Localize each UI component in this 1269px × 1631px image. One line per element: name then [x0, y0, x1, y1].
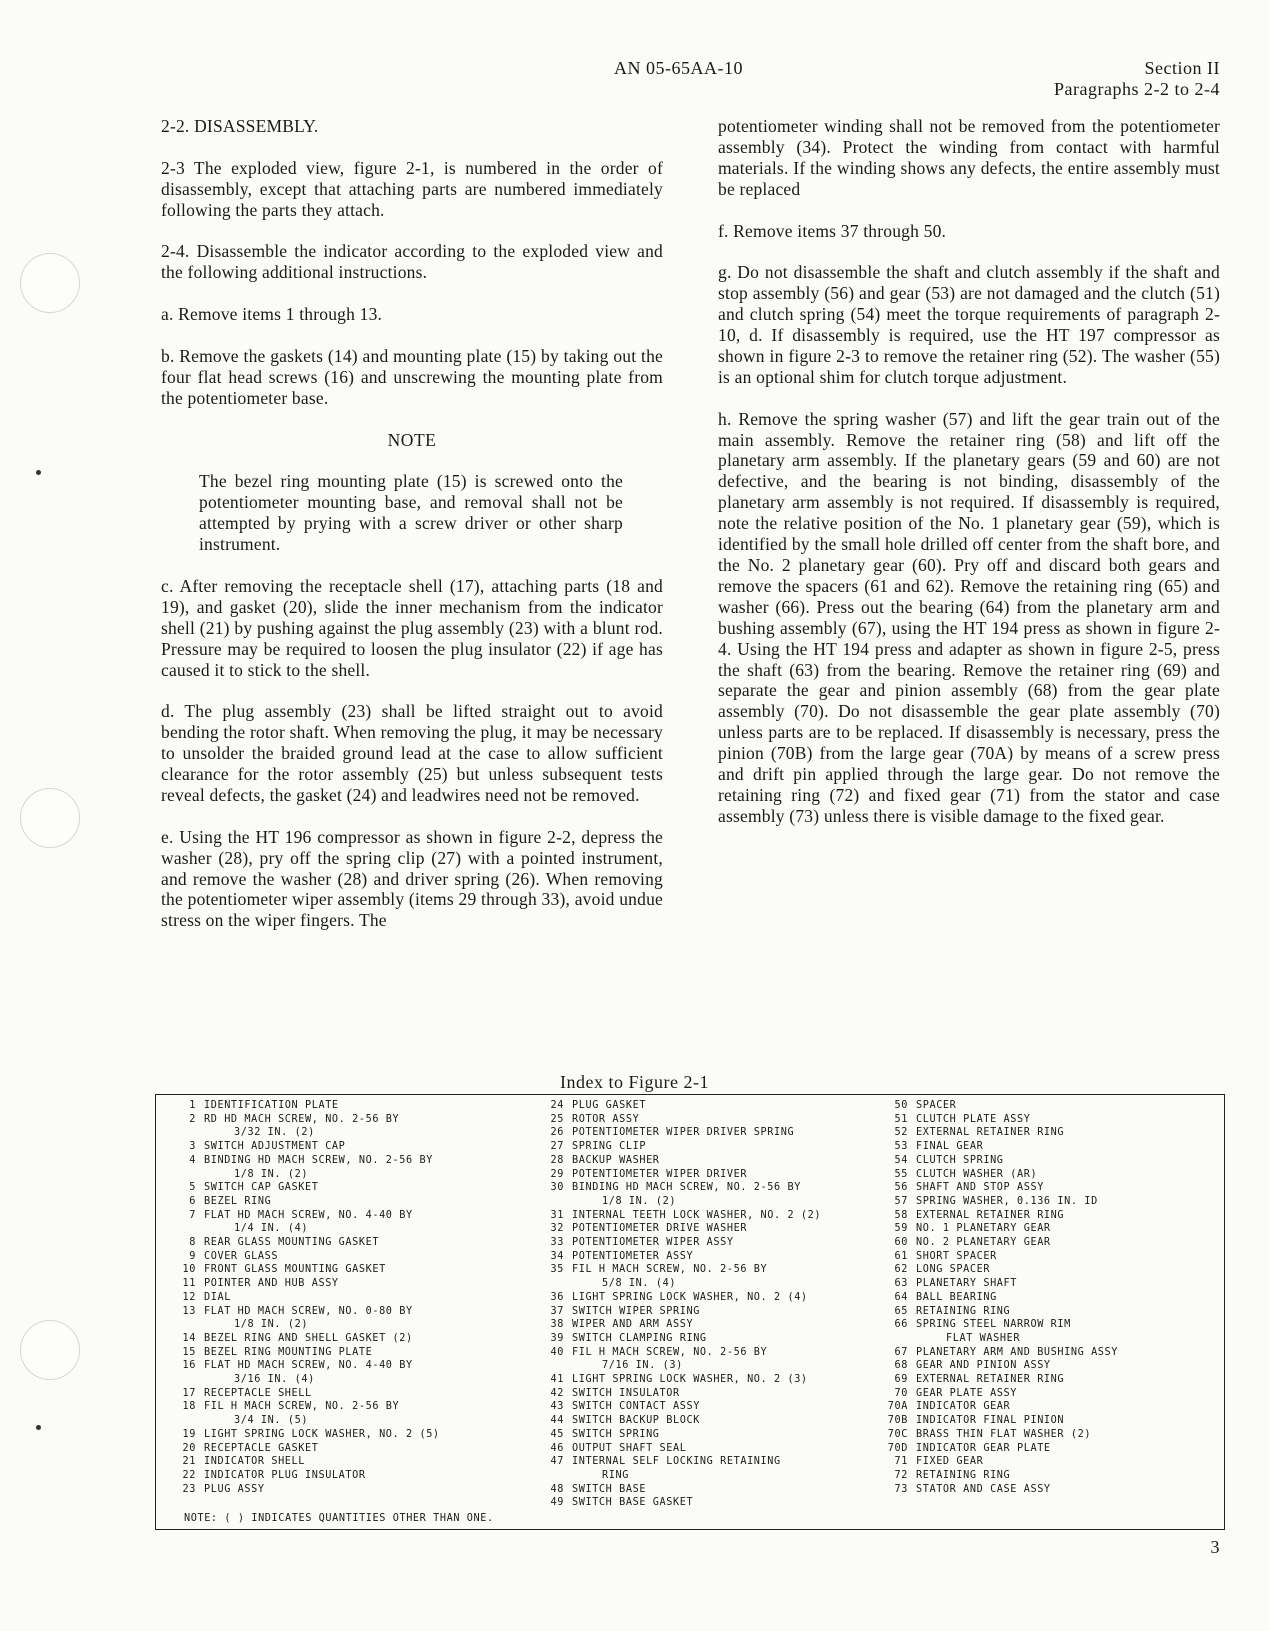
- index-row: [158, 1181, 440, 1195]
- index-row: [158, 1414, 440, 1428]
- index-row: [526, 1140, 821, 1154]
- index-row: [526, 1359, 821, 1373]
- index-item-text: FLAT WASHER: [946, 1332, 1021, 1344]
- index-item-number: 29: [550, 1168, 564, 1180]
- index-row: [526, 1126, 821, 1140]
- index-item-text: 1/8 IN. (2): [234, 1319, 309, 1331]
- index-row: [158, 1140, 440, 1154]
- index-row: [158, 1359, 440, 1373]
- index-row: [158, 1291, 440, 1305]
- index-item-number: 58: [894, 1209, 908, 1221]
- index-item-text: COVER GLASS: [204, 1250, 279, 1262]
- index-item-number: 17: [182, 1387, 196, 1399]
- index-row: [158, 1305, 440, 1319]
- index-row: [870, 1455, 1118, 1469]
- index-item-number: 41: [550, 1374, 564, 1386]
- index-item-number: 39: [550, 1332, 564, 1344]
- index-item-number: [870, 1332, 916, 1346]
- index-item-text: OUTPUT SHAFT SEAL: [572, 1442, 687, 1454]
- index-item-text: POTENTIOMETER ASSY: [572, 1250, 694, 1262]
- note-title: NOTE: [387, 429, 437, 450]
- index-item-number: 50: [894, 1100, 908, 1111]
- index-column-2: [526, 1099, 821, 1510]
- index-item-number: 16: [182, 1360, 196, 1372]
- index-item-text: NO. 1 PLANETARY GEAR: [916, 1223, 1051, 1235]
- index-item-text: LIGHT SPRING LOCK WASHER, NO. 2 (4): [572, 1291, 808, 1303]
- index-row: [158, 1222, 440, 1236]
- index-item-text: 1/4 IN. (4): [234, 1223, 309, 1235]
- index-item-text: PLUG GASKET: [572, 1100, 647, 1111]
- index-item-text: EXTERNAL RETAINER RING: [916, 1374, 1065, 1386]
- index-item-text: SWITCH BASE: [572, 1483, 647, 1495]
- index-item-number: 7: [189, 1209, 196, 1221]
- index-item-text: INTERNAL TEETH LOCK WASHER, NO. 2 (2): [572, 1209, 822, 1221]
- index-row: [870, 1140, 1118, 1154]
- index-row: [158, 1332, 440, 1346]
- paragraph-2-3: 2-3 The exploded view, figure 2-1, is numbered in the order of disassembly, except that attaching parts are numbered immediately following the parts they attach.: [161, 157, 663, 220]
- index-item-number: 47: [550, 1456, 564, 1468]
- index-item-number: 33: [550, 1237, 564, 1249]
- index-item-text: RETAINING RING: [916, 1469, 1011, 1481]
- index-item-number: 27: [550, 1141, 564, 1153]
- index-row: [526, 1113, 821, 1127]
- index-item-text: FIL H MACH SCREW, NO. 2-56 BY: [572, 1346, 768, 1358]
- index-item-text: GEAR AND PINION ASSY: [916, 1360, 1051, 1372]
- index-item-number: 71: [894, 1456, 908, 1468]
- index-item-number: 26: [550, 1127, 564, 1139]
- index-item-text: 1/8 IN. (2): [234, 1168, 309, 1180]
- index-item-text: PLANETARY ARM AND BUSHING ASSY: [916, 1346, 1119, 1358]
- index-row: [158, 1195, 440, 1209]
- step-a: a. Remove items 1 through 13.: [161, 304, 383, 325]
- margin-mark: [36, 470, 41, 475]
- index-item-text: INTERNAL SELF LOCKING RETAINING: [572, 1456, 781, 1468]
- index-item-text: NO. 2 PLANETARY GEAR: [916, 1237, 1051, 1249]
- index-row: [526, 1250, 821, 1264]
- index-item-number: 5: [189, 1182, 196, 1194]
- index-item-number: 55: [894, 1168, 908, 1180]
- index-row: [158, 1099, 440, 1113]
- index-item-number: 52: [894, 1127, 908, 1139]
- index-row: [870, 1250, 1118, 1264]
- index-row: [158, 1373, 440, 1387]
- index-item-text: SWITCH CLAMPING RING: [572, 1332, 707, 1344]
- index-item-number: 24: [550, 1100, 564, 1111]
- index-item-text: SPRING CLIP: [572, 1141, 647, 1153]
- index-row: [526, 1496, 821, 1510]
- index-item-text: FLAT HD MACH SCREW, NO. 0-80 BY: [204, 1305, 413, 1317]
- index-item-text: 5/8 IN. (4): [602, 1278, 677, 1290]
- index-row: [526, 1332, 821, 1346]
- binder-hole-top: [20, 253, 80, 313]
- step-b: b. Remove the gaskets (14) and mounting plate (15) by taking out the four flat head screws (16) and unscrewing the mounting plate from the potentiometer base.: [161, 345, 663, 408]
- index-item-number: 62: [894, 1264, 908, 1276]
- index-item-number: 2: [189, 1113, 196, 1125]
- index-item-text: DIAL: [204, 1291, 231, 1303]
- index-item-text: RING: [602, 1469, 629, 1481]
- index-row: [870, 1181, 1118, 1195]
- step-g: g. Do not disassemble the shaft and clutch assembly if the shaft and stop assembly (56) and gear (53) are not damaged and the clutch (51) and clutch spring (54) meet the torque requirements of paragraph 2-10, d. If disassembly is required, use the HT 197 compressor as shown in figure 2-3 to remove the retainer ring (52). The washer (55) is an optional shim for clutch torque adjustment.: [718, 262, 1220, 387]
- index-row: [870, 1442, 1118, 1456]
- index-item-text: INDICATOR FINAL PINION: [916, 1415, 1065, 1427]
- index-item-number: 70B: [887, 1415, 908, 1427]
- index-row: [158, 1318, 440, 1332]
- index-item-number: 1: [189, 1100, 196, 1111]
- step-e: e. Using the HT 196 compressor as shown in figure 2-2, depress the washer (28), pry off the spring clip (27) with a pointed instrument, and remove the washer (28) and driver spring (26). When removing the potentiometer wiper assembly (items 29 through 33), avoid undue stress on the wiper fingers. The: [161, 826, 663, 931]
- index-item-number: 38: [550, 1319, 564, 1331]
- index-row: [526, 1291, 821, 1305]
- index-item-text: INDICATOR GEAR: [916, 1401, 1011, 1413]
- index-item-number: 4: [189, 1154, 196, 1166]
- index-item-number: 70: [894, 1387, 908, 1399]
- index-item-number: [526, 1195, 572, 1209]
- index-item-number: [158, 1126, 204, 1140]
- index-row: [870, 1359, 1118, 1373]
- step-f: f. Remove items 37 through 50.: [718, 220, 947, 241]
- index-item-text: FINAL GEAR: [916, 1141, 984, 1153]
- step-d: d. The plug assembly (23) shall be lifted straight out to avoid bending the rotor shaft. When removing the plug, it may be necessary to unsolder the braided ground lead at the case to allow sufficient clearance for the rotor assembly (25) but unless subsequent tests reveal defects, the gasket (24) and leadwires need not be removed.: [161, 701, 663, 805]
- index-item-number: 61: [894, 1250, 908, 1262]
- index-item-text: POTENTIOMETER WIPER DRIVER: [572, 1168, 748, 1180]
- index-item-number: [158, 1318, 204, 1332]
- index-row: [870, 1400, 1118, 1414]
- index-row: [158, 1126, 440, 1140]
- index-row: [158, 1442, 440, 1456]
- index-item-number: [158, 1222, 204, 1236]
- index-item-number: [158, 1373, 204, 1387]
- index-row: [158, 1277, 440, 1291]
- index-item-number: 31: [550, 1209, 564, 1221]
- index-item-text: STATOR AND CASE ASSY: [916, 1483, 1051, 1495]
- index-item-number: 45: [550, 1428, 564, 1440]
- note-body: The bezel ring mounting plate (15) is screwed onto the potentiometer mounting base, and removal shall not be attempted by prying with a screw driver or other sharp instrument.: [199, 471, 623, 555]
- index-row: [526, 1414, 821, 1428]
- index-item-number: 54: [894, 1154, 908, 1166]
- index-column-1: [158, 1099, 440, 1496]
- margin-mark: [36, 1425, 41, 1430]
- index-item-number: 63: [894, 1278, 908, 1290]
- index-item-text: BRASS THIN FLAT WASHER (2): [916, 1428, 1092, 1440]
- index-item-text: SPRING WASHER, 0.136 IN. ID: [916, 1195, 1098, 1207]
- index-item-text: BEZEL RING MOUNTING PLATE: [204, 1346, 373, 1358]
- index-item-number: 37: [550, 1305, 564, 1317]
- index-item-number: [158, 1168, 204, 1182]
- index-row: [526, 1442, 821, 1456]
- index-item-text: PLANETARY SHAFT: [916, 1278, 1018, 1290]
- index-row: [526, 1195, 821, 1209]
- index-item-number: 20: [182, 1442, 196, 1454]
- index-row: [526, 1181, 821, 1195]
- index-row: [870, 1126, 1118, 1140]
- index-item-number: 6: [189, 1195, 196, 1207]
- index-title: Index to Figure 2-1: [560, 1072, 709, 1092]
- index-row: [870, 1428, 1118, 1442]
- index-item-text: WIPER AND ARM ASSY: [572, 1319, 694, 1331]
- index-item-number: 65: [894, 1305, 908, 1317]
- index-item-text: SWITCH CONTACT ASSY: [572, 1401, 700, 1413]
- binder-hole-bottom: [20, 1320, 80, 1380]
- index-item-number: 23: [182, 1483, 196, 1495]
- index-item-number: 42: [550, 1387, 564, 1399]
- binder-hole-middle: [20, 788, 80, 848]
- index-item-text: SWITCH BACKUP BLOCK: [572, 1415, 700, 1427]
- index-item-number: 28: [550, 1154, 564, 1166]
- index-item-number: 59: [894, 1223, 908, 1235]
- index-item-number: 72: [894, 1469, 908, 1481]
- index-item-text: BEZEL RING AND SHELL GASKET (2): [204, 1332, 413, 1344]
- index-item-number: 56: [894, 1182, 908, 1194]
- paragraphs-label: Paragraphs 2-2 to 2-4: [1054, 79, 1220, 99]
- index-item-number: 73: [894, 1483, 908, 1495]
- index-item-number: 10: [182, 1264, 196, 1276]
- index-item-text: SPACER: [916, 1100, 957, 1111]
- index-item-number: 32: [550, 1223, 564, 1235]
- index-item-text: CLUTCH SPRING: [916, 1154, 1004, 1166]
- index-row: [870, 1168, 1118, 1182]
- index-item-text: IDENTIFICATION PLATE: [204, 1100, 339, 1111]
- index-row: [158, 1387, 440, 1401]
- index-item-text: RETAINING RING: [916, 1305, 1011, 1317]
- index-row: [526, 1277, 821, 1291]
- index-item-number: 36: [550, 1291, 564, 1303]
- index-item-text: LONG SPACER: [916, 1264, 991, 1276]
- index-row: [870, 1483, 1118, 1497]
- index-row: [870, 1113, 1118, 1127]
- index-item-text: FLAT HD MACH SCREW, NO. 4-40 BY: [204, 1209, 413, 1221]
- index-row: [158, 1154, 440, 1168]
- index-item-number: 60: [894, 1237, 908, 1249]
- index-table: [155, 1094, 1225, 1530]
- index-row: [158, 1346, 440, 1360]
- step-c: c. After removing the receptacle shell (17), attaching parts (18 and 19), and gasket (20), slide the inner mechanism from the indicator shell (21) by pushing against the plug assembly (23) with a blunt rod. Pressure may be required to loosen the plug insulator (22) if age has caused it to stick to the shell.: [161, 575, 663, 680]
- index-row: [526, 1305, 821, 1319]
- index-row: [870, 1236, 1118, 1250]
- index-item-text: BACKUP WASHER: [572, 1154, 660, 1166]
- paragraph-2-4: 2-4. Disassemble the indicator according to the exploded view and the following additional instructions.: [161, 241, 663, 283]
- index-item-number: 30: [550, 1182, 564, 1194]
- index-row: [526, 1400, 821, 1414]
- index-item-number: [158, 1414, 204, 1428]
- index-row: [158, 1469, 440, 1483]
- index-item-text: RD HD MACH SCREW, NO. 2-56 BY: [204, 1113, 400, 1125]
- index-row: [870, 1332, 1118, 1346]
- index-item-text: ROTOR ASSY: [572, 1113, 640, 1125]
- index-item-text: 7/16 IN. (3): [602, 1360, 683, 1372]
- index-item-text: SHORT SPACER: [916, 1250, 997, 1262]
- index-item-number: 40: [550, 1346, 564, 1358]
- index-row: [526, 1209, 821, 1223]
- index-item-text: 1/8 IN. (2): [602, 1195, 677, 1207]
- index-item-text: BEZEL RING: [204, 1195, 272, 1207]
- index-item-text: INDICATOR GEAR PLATE: [916, 1442, 1051, 1454]
- index-row: [158, 1400, 440, 1414]
- index-item-text: SWITCH SPRING: [572, 1428, 660, 1440]
- index-item-number: 51: [894, 1113, 908, 1125]
- index-item-number: [526, 1277, 572, 1291]
- index-item-number: [526, 1359, 572, 1373]
- index-item-text: SPRING STEEL NARROW RIM: [916, 1319, 1071, 1331]
- index-row: [870, 1387, 1118, 1401]
- index-row: [158, 1263, 440, 1277]
- index-row: [526, 1387, 821, 1401]
- index-row: [158, 1236, 440, 1250]
- index-item-text: POTENTIOMETER WIPER DRIVER SPRING: [572, 1127, 795, 1139]
- index-item-text: FIXED GEAR: [916, 1456, 984, 1468]
- index-item-text: INDICATOR PLUG INSULATOR: [204, 1469, 366, 1481]
- index-item-number: 21: [182, 1456, 196, 1468]
- index-item-number: 43: [550, 1401, 564, 1413]
- index-item-text: CLUTCH PLATE ASSY: [916, 1113, 1031, 1125]
- index-item-number: 34: [550, 1250, 564, 1262]
- index-row: [870, 1373, 1118, 1387]
- page-number: 3: [1210, 1537, 1220, 1557]
- index-item-number: 69: [894, 1374, 908, 1386]
- index-row: [526, 1469, 821, 1483]
- index-row: [870, 1318, 1118, 1332]
- index-item-text: 3/16 IN. (4): [234, 1374, 315, 1386]
- index-item-text: PLUG ASSY: [204, 1483, 265, 1495]
- index-item-text: CLUTCH WASHER (AR): [916, 1168, 1038, 1180]
- index-item-number: 14: [182, 1332, 196, 1344]
- index-item-text: EXTERNAL RETAINER RING: [916, 1209, 1065, 1221]
- index-item-text: LIGHT SPRING LOCK WASHER, NO. 2 (5): [204, 1428, 440, 1440]
- index-row: [870, 1414, 1118, 1428]
- index-item-text: SWITCH CAP GASKET: [204, 1182, 319, 1194]
- index-item-text: LIGHT SPRING LOCK WASHER, NO. 2 (3): [572, 1374, 808, 1386]
- index-row: [526, 1168, 821, 1182]
- index-item-number: 18: [182, 1401, 196, 1413]
- index-row: [526, 1318, 821, 1332]
- index-item-text: GEAR PLATE ASSY: [916, 1387, 1018, 1399]
- index-item-text: BINDING HD MACH SCREW, NO. 2-56 BY: [204, 1154, 433, 1166]
- index-item-text: POTENTIOMETER DRIVE WASHER: [572, 1223, 748, 1235]
- index-item-number: 68: [894, 1360, 908, 1372]
- index-item-text: REAR GLASS MOUNTING GASKET: [204, 1237, 380, 1249]
- index-item-text: FLAT HD MACH SCREW, NO. 4-40 BY: [204, 1360, 413, 1372]
- index-item-text: POINTER AND HUB ASSY: [204, 1278, 339, 1290]
- index-item-text: EXTERNAL RETAINER RING: [916, 1127, 1065, 1139]
- heading-disassembly: 2-2. DISASSEMBLY.: [161, 116, 319, 136]
- index-item-number: 44: [550, 1415, 564, 1427]
- index-row: [870, 1209, 1118, 1223]
- index-row: [526, 1483, 821, 1497]
- index-row: [526, 1099, 821, 1113]
- index-row: [158, 1113, 440, 1127]
- index-row: [526, 1263, 821, 1277]
- index-item-text: FIL H MACH SCREW, NO. 2-56 BY: [572, 1264, 768, 1276]
- index-row: [526, 1154, 821, 1168]
- index-row: [526, 1236, 821, 1250]
- index-note: NOTE: ( ) INDICATES QUANTITIES OTHER THAN ONE.: [184, 1513, 494, 1524]
- index-item-text: POTENTIOMETER WIPER ASSY: [572, 1237, 734, 1249]
- index-item-text: SWITCH BASE GASKET: [572, 1497, 694, 1509]
- index-item-number: 70A: [887, 1401, 908, 1413]
- left-column: [161, 116, 663, 952]
- index-item-number: 57: [894, 1195, 908, 1207]
- index-row: [870, 1346, 1118, 1360]
- index-row: [158, 1483, 440, 1497]
- index-item-text: BINDING HD MACH SCREW, NO. 2-56 BY: [572, 1182, 801, 1194]
- index-item-text: SHAFT AND STOP ASSY: [916, 1182, 1044, 1194]
- index-item-number: 15: [182, 1346, 196, 1358]
- index-item-text: BALL BEARING: [916, 1291, 997, 1303]
- step-e-continued: potentiometer winding shall not be removed from the potentiometer assembly (34). Protect the winding from contact with harmful materials. If the winding shows any defects, the entire assembly must be replaced: [718, 116, 1220, 199]
- index-row: [526, 1455, 821, 1469]
- index-item-number: 46: [550, 1442, 564, 1454]
- index-item-number: 53: [894, 1141, 908, 1153]
- step-h: h. Remove the spring washer (57) and lift the gear train out of the main assembly. Remove the retainer ring (58) and lift off the planetary arm assembly. If the planetary gears (59 and 60) are not defective, and the bearing is not binding, disassembly of the planetary arm assembly is not required. If disassembly is required, note the relative position of the No. 1 planetary gear (59), which is identified by the small hole drilled off center from the shaft bore, and the No. 2 planetary gear (60). Pry off and discard both gears and remove the spacers (61 and 62). Remove the retaining ring (65) and washer (66). Press out the bearing (64) from the planetary arm and bushing assembly (67), using the HT 194 press as shown in figure 2-4. Using the HT 194 press and adapter as shown in figure 2-5, press the shaft (63) from the bearing. Remove the retainer ring (69) and separate the gear and pinion assembly (68) from the gear plate assembly (70). Do not disassemble the gear plate assembly (70) unless parts are to be replaced. If disassembly is necessary, press the pinion (70B) from the large gear (70A) by means of a screw press and drift pin applied through the large gear. Do not remove the retaining ring (72) and fixed gear (71) from the stator and case assembly (73) unless there is visible damage to the fixed gear.: [718, 408, 1220, 826]
- doc-number: AN 05-65AA-10: [614, 58, 743, 78]
- index-item-number: 11: [182, 1278, 196, 1290]
- index-item-text: INDICATOR SHELL: [204, 1456, 306, 1468]
- index-item-number: 3: [189, 1141, 196, 1153]
- section-label: Section II: [1144, 58, 1220, 78]
- index-item-text: 3/4 IN. (5): [234, 1415, 309, 1427]
- index-item-number: 48: [550, 1483, 564, 1495]
- index-row: [526, 1222, 821, 1236]
- index-row: [870, 1263, 1118, 1277]
- index-item-number: 25: [550, 1113, 564, 1125]
- index-item-number: [526, 1469, 572, 1483]
- index-row: [870, 1099, 1118, 1113]
- index-item-text: SWITCH INSULATOR: [572, 1387, 680, 1399]
- index-item-number: 9: [189, 1250, 196, 1262]
- index-item-number: 64: [894, 1291, 908, 1303]
- index-row: [870, 1222, 1118, 1236]
- index-row: [158, 1168, 440, 1182]
- index-item-number: 22: [182, 1469, 196, 1481]
- index-column-3: [870, 1099, 1118, 1496]
- index-item-number: 70D: [887, 1442, 908, 1454]
- index-item-number: 19: [182, 1428, 196, 1440]
- right-column: [718, 116, 1220, 848]
- index-row: [870, 1291, 1118, 1305]
- index-item-number: 12: [182, 1291, 196, 1303]
- index-row: [526, 1428, 821, 1442]
- index-row: [158, 1209, 440, 1223]
- index-item-text: SWITCH WIPER SPRING: [572, 1305, 700, 1317]
- index-row: [158, 1428, 440, 1442]
- index-item-text: FRONT GLASS MOUNTING GASKET: [204, 1264, 386, 1276]
- index-row: [158, 1250, 440, 1264]
- index-row: [870, 1305, 1118, 1319]
- index-item-number: 35: [550, 1264, 564, 1276]
- index-item-number: 49: [550, 1497, 564, 1509]
- index-item-text: SWITCH ADJUSTMENT CAP: [204, 1141, 346, 1153]
- index-row: [870, 1469, 1118, 1483]
- index-item-number: 70C: [887, 1428, 908, 1440]
- index-row: [870, 1195, 1118, 1209]
- index-row: [158, 1455, 440, 1469]
- index-item-text: 3/32 IN. (2): [234, 1127, 315, 1139]
- index-item-number: 67: [894, 1346, 908, 1358]
- index-row: [870, 1154, 1118, 1168]
- index-row: [870, 1277, 1118, 1291]
- index-item-number: 8: [189, 1237, 196, 1249]
- index-item-text: RECEPTACLE GASKET: [204, 1442, 319, 1454]
- index-item-number: 66: [894, 1319, 908, 1331]
- index-item-number: 13: [182, 1305, 196, 1317]
- index-row: [526, 1346, 821, 1360]
- index-item-text: RECEPTACLE SHELL: [204, 1387, 312, 1399]
- index-item-text: FIL H MACH SCREW, NO. 2-56 BY: [204, 1401, 400, 1413]
- index-row: [526, 1373, 821, 1387]
